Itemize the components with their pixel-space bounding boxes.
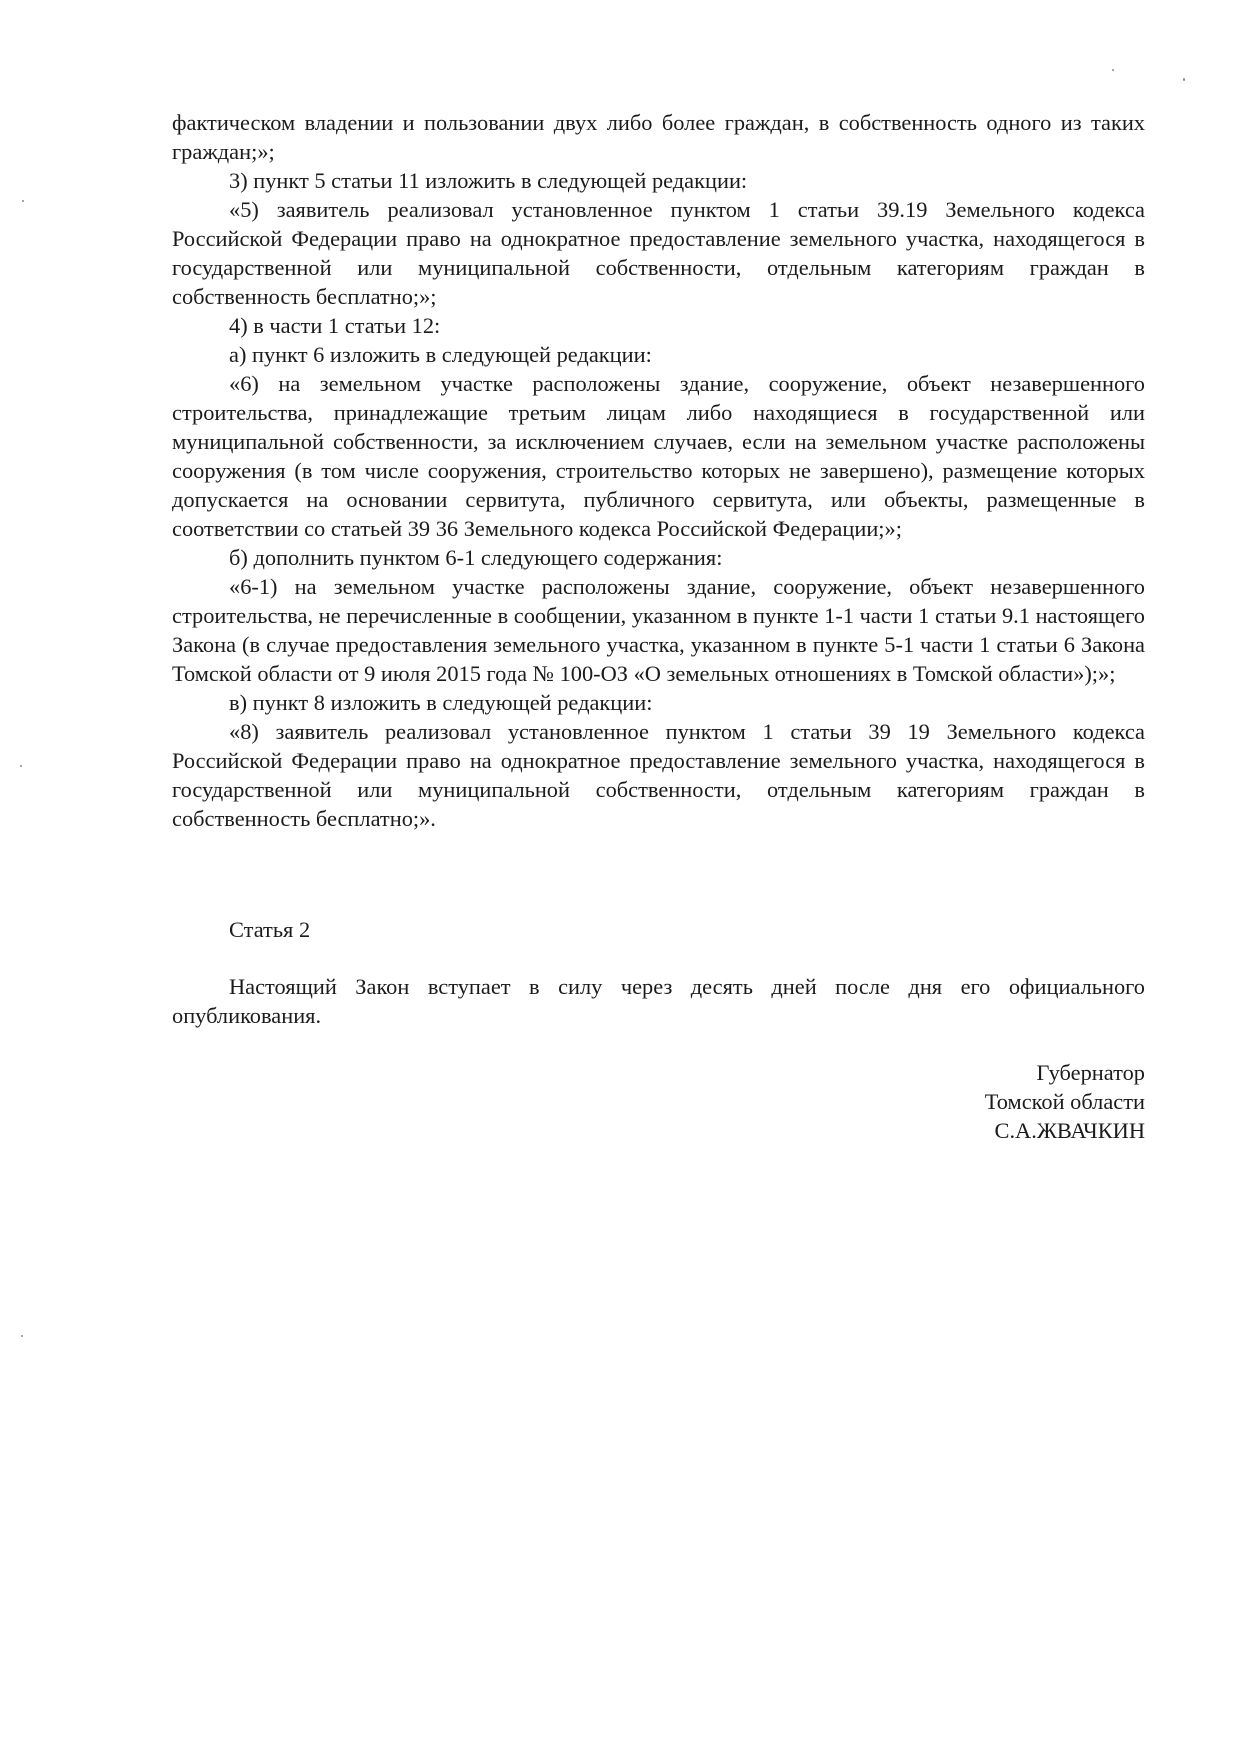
scan-speck	[22, 200, 24, 202]
paragraph-quote-5: «5) заявитель реализовал установленное пунктом 1 статьи 39.19 Земельного кодекса Российской Федерации право на однократное предоставление земельного участка, находящегося в государственной или муниципальной собственности, отдельным категориям граждан в собственность бесплатно;»;	[172, 197, 1145, 309]
paragraph-subitem-v: в) пункт 8 изложить в следующей редакции:	[229, 690, 653, 715]
signature-name: С.А.ЖВАЧКИН	[994, 1118, 1145, 1143]
paragraph-subitem-b: б) дополнить пунктом 6-1 следующего содержания:	[229, 545, 723, 570]
signature-region: Томской области	[984, 1089, 1145, 1114]
scan-speck	[1183, 78, 1185, 81]
signature-block	[985, 1058, 1145, 1145]
scan-speck	[21, 1335, 23, 1337]
scan-speck	[1112, 69, 1114, 71]
paragraph-item-3: 3) пункт 5 статьи 11 изложить в следующей редакции:	[229, 168, 748, 193]
paragraph-quote-6-1: «6-1) на земельном участке расположены здание, сооружение, объект незавершенного строительства, не перечисленные в сообщении, указанном в пункте 1-1 части 1 статьи 9.1 настоящего Закона (в случае предоставления земельного участка, указанном в пункте 5-1 части 1 статьи 6 Закона Томской области от 9 июля 2015 года № 100-ОЗ «О земельных отношениях в Томской области»);»;	[172, 574, 1145, 686]
signature-position: Губернатор	[1036, 1060, 1145, 1085]
final-paragraph: Настоящий Закон вступает в силу через десять дней после дня его официального опубликования.	[172, 974, 1145, 1028]
article-heading: Статья 2	[229, 917, 311, 942]
law-text-body	[172, 108, 1145, 833]
paragraph-quote-6: «6) на земельном участке расположены здание, сооружение, объект незавершенного строительства, принадлежащие третьим лицам либо находящиеся в государственной или муниципальной собственности, за исключением случаев, если на земельном участке расположены сооружения (в том числе сооружения, строительство которых не завершено), размещение которых допускается на основании сервитута, публичного сервитута, или объекты, размещенные в соответствии со статьей 39 36 Земельного кодекса Российской Федерации;»;	[172, 371, 1145, 541]
scan-speck	[20, 765, 22, 767]
paragraph-continuation: фактическом владении и пользовании двух либо более граждан, в собственность одного из таких граждан;»;	[172, 110, 1145, 164]
paragraph-item-4: 4) в части 1 статьи 12:	[229, 313, 441, 338]
paragraph-subitem-a: а) пункт 6 изложить в следующей редакции:	[229, 342, 652, 367]
paragraph-quote-8: «8) заявитель реализовал установленное пунктом 1 статьи 39 19 Земельного кодекса Российской Федерации право на однократное предоставление земельного участка, находящегося в государственной или муниципальной собственности, отдельным категориям граждан в собственность бесплатно;».	[172, 719, 1145, 831]
